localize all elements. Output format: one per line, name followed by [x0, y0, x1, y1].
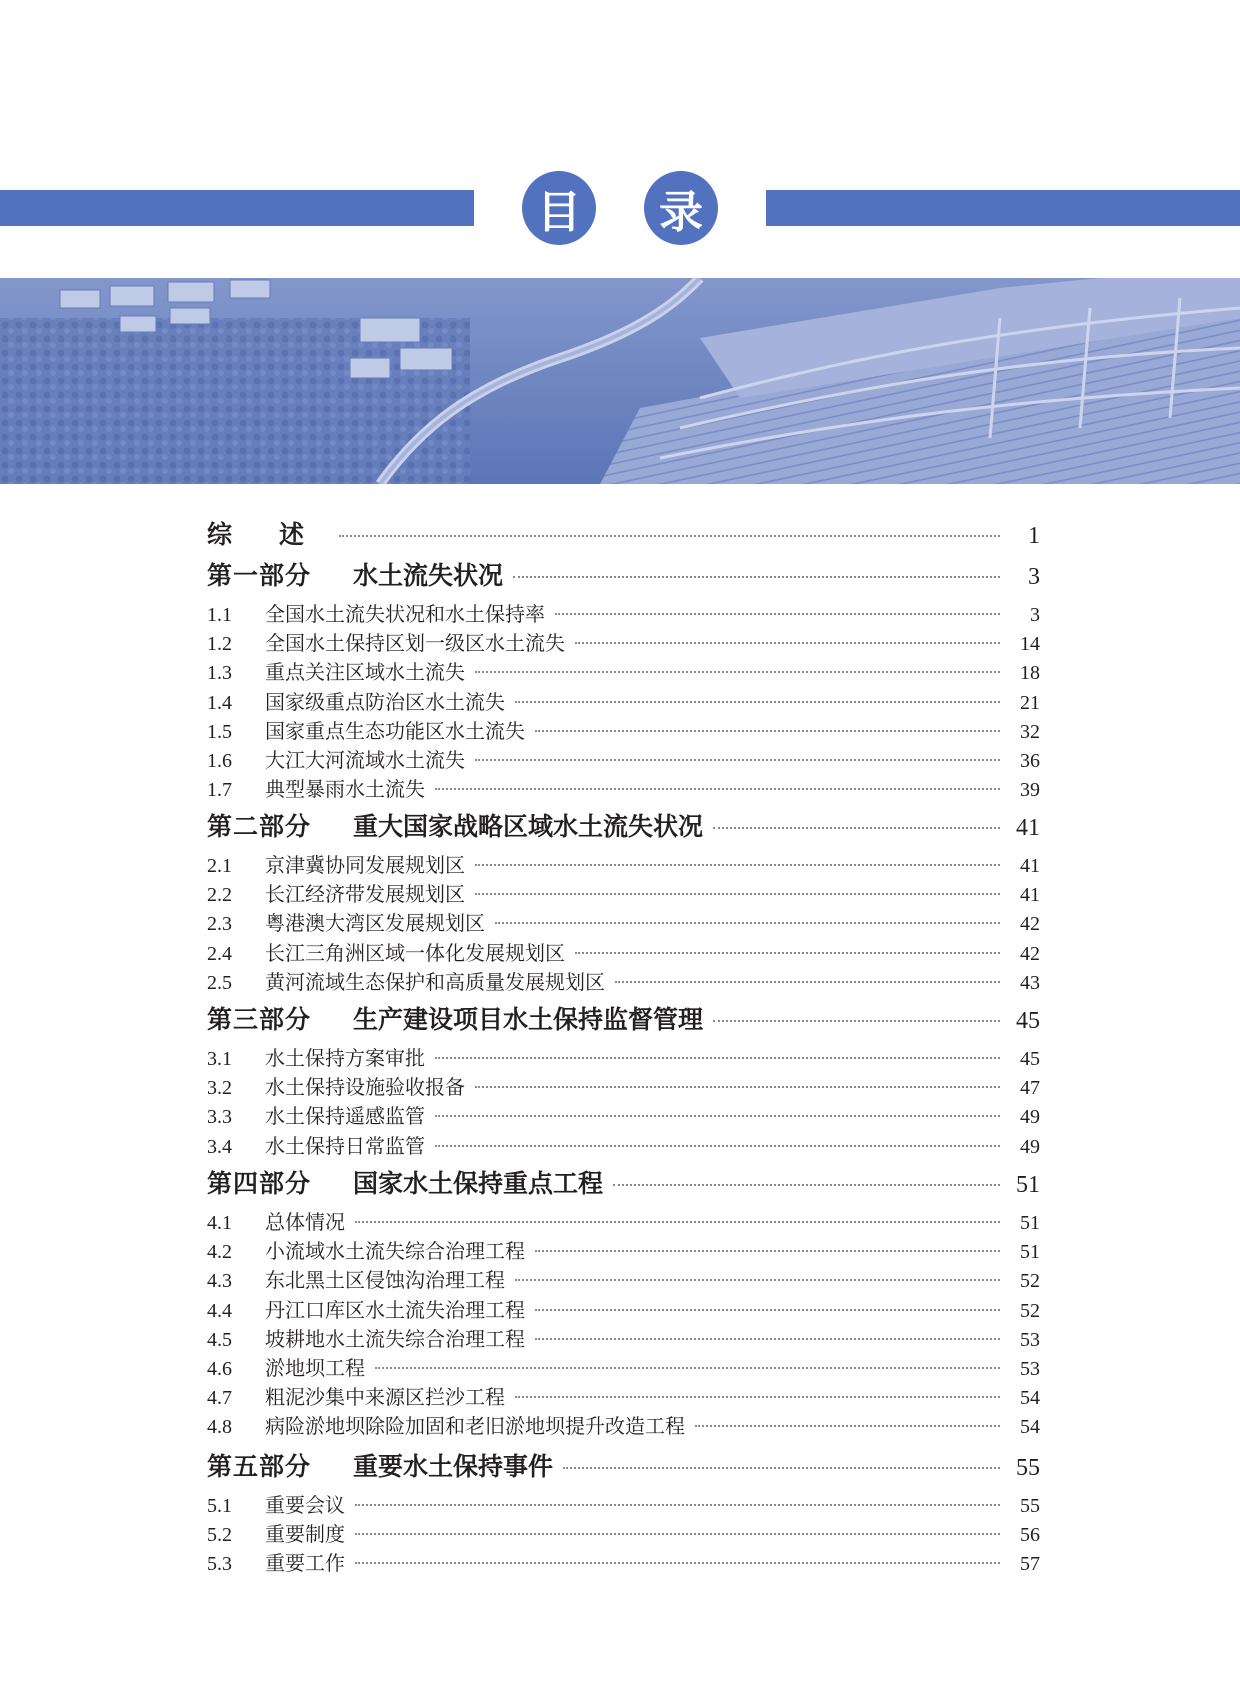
- header-bar-left: [0, 190, 474, 226]
- section-title: 全国水土流失状况和水土保持率: [265, 602, 545, 626]
- section-number: 1.2: [207, 633, 232, 656]
- toc-entry[interactable]: [207, 773, 1040, 801]
- dot-leader: [555, 612, 1000, 615]
- page-number: 3: [1028, 564, 1040, 590]
- section-title: 国家重点生态功能区水土流失: [265, 718, 525, 743]
- page-number: 14: [1020, 633, 1040, 656]
- page-number: 43: [1020, 971, 1040, 994]
- toc-part-1[interactable]: [207, 556, 1040, 592]
- toc-entry[interactable]: [207, 1264, 1040, 1292]
- page-number: 51: [1020, 1212, 1040, 1234]
- toc-entry[interactable]: [207, 1547, 1040, 1575]
- dot-leader: [695, 1424, 1000, 1427]
- dot-leader: [375, 1366, 1000, 1369]
- section-title: 水土保持方案审批: [265, 1046, 425, 1070]
- toc-entry[interactable]: [207, 1235, 1040, 1263]
- toc-entry[interactable]: [207, 1489, 1040, 1517]
- page-number: 52: [1020, 1299, 1040, 1322]
- page-number: 32: [1020, 720, 1040, 743]
- toc-part-5[interactable]: [207, 1447, 1040, 1483]
- page-number: 1: [1028, 523, 1040, 549]
- section-title: 粤港澳大湾区发展规划区: [265, 911, 485, 936]
- dot-leader: [515, 1278, 1000, 1281]
- page-number: 51: [1016, 1172, 1040, 1198]
- toc-entry[interactable]: [207, 686, 1040, 714]
- toc-entry[interactable]: [207, 878, 1040, 906]
- section-number: 1.3: [207, 662, 232, 685]
- section-title: 典型暴雨水土流失: [265, 777, 425, 802]
- section-title: 东北黑土区侵蚀沟治理工程: [265, 1268, 505, 1293]
- section-number: 5.3: [207, 1553, 232, 1576]
- section-title: 国家级重点防治区水土流失: [265, 689, 505, 714]
- dot-leader: [515, 700, 1000, 703]
- toc-overview[interactable]: [207, 515, 1040, 551]
- toc-entry[interactable]: [207, 715, 1040, 743]
- page-number: 51: [1020, 1241, 1040, 1264]
- page-number: 54: [1020, 1416, 1040, 1439]
- part-label: 第二部分: [207, 812, 312, 841]
- page-number: 55: [1020, 1495, 1040, 1517]
- toc-entry[interactable]: [207, 907, 1040, 935]
- page-number: 45: [1020, 1048, 1040, 1070]
- page-number: 56: [1020, 1524, 1040, 1547]
- page-number: 45: [1016, 1008, 1040, 1034]
- page-number: 36: [1020, 750, 1040, 772]
- section-title: 大江大河流域水土流失: [265, 748, 465, 772]
- section-title: 水土保持遥感监管: [265, 1104, 425, 1129]
- page-number: 54: [1020, 1387, 1040, 1410]
- part-label: 第四部分: [207, 1169, 312, 1198]
- page-number: 41: [1016, 815, 1040, 841]
- dot-leader: [475, 758, 1000, 761]
- section-number: 3.4: [207, 1135, 232, 1158]
- toc-entry[interactable]: [207, 849, 1040, 877]
- title-char-mu: 目: [522, 171, 596, 245]
- page-number: 57: [1020, 1553, 1040, 1576]
- dot-leader: [535, 1337, 1000, 1340]
- section-title: 病险淤地坝除险加固和老旧淤地坝提升改造工程: [265, 1414, 685, 1439]
- part-title: 国家水土保持重点工程: [353, 1169, 604, 1198]
- toc-entry[interactable]: [207, 1518, 1040, 1546]
- dot-leader: [475, 1085, 1000, 1088]
- part-title: 生产建设项目水土保持监督管理: [353, 1005, 704, 1034]
- section-number: 4.1: [207, 1212, 232, 1234]
- toc-entry[interactable]: [207, 1381, 1040, 1409]
- part-title: 重要水土保持事件: [353, 1452, 554, 1481]
- title-char-lu: 录: [644, 171, 718, 245]
- dot-leader: [563, 1466, 1000, 1469]
- dot-leader: [435, 787, 1000, 790]
- page-number: 42: [1020, 942, 1040, 965]
- toc-entry[interactable]: [207, 1100, 1040, 1128]
- dot-leader: [615, 980, 1000, 983]
- toc-entry[interactable]: [207, 1294, 1040, 1322]
- section-number: 3.2: [207, 1077, 232, 1100]
- section-number: 1.7: [207, 779, 232, 802]
- toc-entry[interactable]: [207, 598, 1040, 626]
- page-number: 53: [1020, 1328, 1040, 1351]
- dot-leader: [495, 921, 1000, 924]
- toc-entry[interactable]: [207, 937, 1040, 965]
- part-title: 水土流失状况: [353, 561, 504, 590]
- section-title: 京津冀协同发展规划区: [265, 853, 465, 877]
- section-number: 3.3: [207, 1106, 232, 1129]
- toc-part-3[interactable]: [207, 1000, 1040, 1036]
- part-title: 重大国家战略区域水土流失状况: [353, 812, 704, 841]
- toc-entry[interactable]: [207, 1130, 1040, 1158]
- section-number: 4.7: [207, 1387, 232, 1410]
- dot-leader: [535, 1308, 1000, 1311]
- dot-leader: [475, 863, 1000, 866]
- page-number: 41: [1020, 855, 1040, 877]
- page-number: 3: [1030, 604, 1040, 626]
- part-label: 第三部分: [207, 1005, 312, 1034]
- toc-entry[interactable]: [207, 1410, 1040, 1438]
- section-number: 4.2: [207, 1241, 232, 1264]
- dot-leader: [575, 641, 1000, 644]
- section-title: 水土保持日常监管: [265, 1133, 425, 1158]
- dot-leader: [535, 1249, 1000, 1252]
- page-number: 55: [1016, 1455, 1040, 1481]
- dot-leader: [535, 729, 1000, 732]
- section-title: 丹江口库区水土流失治理工程: [265, 1297, 525, 1322]
- page-number: 52: [1020, 1270, 1040, 1293]
- dot-leader: [713, 826, 1000, 829]
- page-number: 53: [1020, 1358, 1040, 1380]
- dot-leader: [515, 1395, 1000, 1398]
- section-number: 4.8: [207, 1416, 232, 1439]
- dot-leader: [355, 1532, 1000, 1535]
- toc-part-4[interactable]: [207, 1164, 1040, 1200]
- section-title: 重要制度: [265, 1522, 345, 1547]
- page-number: 39: [1020, 779, 1040, 802]
- section-title: 淤地坝工程: [265, 1356, 365, 1380]
- section-number: 4.6: [207, 1358, 232, 1380]
- section-number: 5.1: [207, 1495, 232, 1517]
- dot-leader: [355, 1220, 1000, 1223]
- section-title: 长江经济带发展规划区: [265, 882, 465, 907]
- section-number: 5.2: [207, 1524, 232, 1547]
- section-number: 1.4: [207, 691, 232, 714]
- dot-leader: [435, 1056, 1000, 1059]
- toc-entry[interactable]: [207, 1042, 1040, 1070]
- section-title: 总体情况: [265, 1210, 345, 1234]
- section-number: 2.4: [207, 942, 232, 965]
- part-label: 第一部分: [207, 561, 312, 590]
- section-number: 1.6: [207, 750, 232, 772]
- section-number: 2.3: [207, 913, 232, 936]
- page-number: 49: [1020, 1135, 1040, 1158]
- toc-entry[interactable]: [207, 1323, 1040, 1351]
- dot-leader: [475, 892, 1000, 895]
- dot-leader: [475, 670, 1000, 673]
- section-title: 坡耕地水土流失综合治理工程: [265, 1326, 525, 1351]
- header-bar-right: [766, 190, 1240, 226]
- dot-leader: [713, 1019, 1000, 1022]
- section-title: 粗泥沙集中来源区拦沙工程: [265, 1385, 505, 1410]
- section-number: 2.2: [207, 884, 232, 907]
- page-number: 49: [1020, 1106, 1040, 1129]
- section-number: 3.1: [207, 1048, 232, 1070]
- page-number: 21: [1020, 691, 1040, 714]
- section-title: 长江三角洲区域一体化发展规划区: [265, 940, 565, 965]
- section-number: 4.5: [207, 1328, 232, 1351]
- section-title: 小流域水土流失综合治理工程: [265, 1239, 525, 1264]
- toc-entry[interactable]: [207, 1206, 1040, 1234]
- page-number: 41: [1020, 884, 1040, 907]
- dot-leader: [613, 1183, 1000, 1186]
- toc-entry[interactable]: [207, 1352, 1040, 1380]
- section-title: 水土保持设施验收报备: [265, 1075, 465, 1100]
- dot-leader: [355, 1561, 1000, 1564]
- section-number: 1.1: [207, 604, 232, 626]
- dot-leader: [355, 1503, 1000, 1506]
- page-number: 47: [1020, 1077, 1040, 1100]
- section-title: 重要工作: [265, 1551, 345, 1576]
- section-title: 全国水土保持区划一级区水土流失: [265, 631, 565, 656]
- toc-entry[interactable]: [207, 966, 1040, 994]
- dot-leader: [339, 534, 1000, 537]
- toc-entry[interactable]: [207, 656, 1040, 684]
- page-number: 18: [1020, 662, 1040, 685]
- page-number: 42: [1020, 913, 1040, 936]
- section-number: 2.5: [207, 971, 232, 994]
- dot-leader: [575, 951, 1000, 954]
- toc-entry[interactable]: [207, 1071, 1040, 1099]
- toc-part-2[interactable]: [207, 807, 1040, 843]
- section-number: 1.5: [207, 720, 232, 743]
- toc-entry[interactable]: [207, 627, 1040, 655]
- toc-entry[interactable]: [207, 744, 1040, 772]
- dot-leader: [435, 1114, 1000, 1117]
- overview-label: 综 述: [207, 520, 306, 549]
- section-number: 4.3: [207, 1270, 232, 1293]
- section-number: 2.1: [207, 855, 232, 877]
- section-title: 重点关注区域水土流失: [265, 660, 465, 685]
- section-number: 4.4: [207, 1299, 232, 1322]
- section-title: 黄河流域生态保护和高质量发展规划区: [265, 969, 605, 994]
- dot-leader: [513, 575, 1000, 578]
- part-label: 第五部分: [207, 1452, 312, 1481]
- section-title: 重要会议: [265, 1493, 345, 1517]
- landscape-banner-image: [0, 278, 1240, 484]
- dot-leader: [435, 1144, 1000, 1147]
